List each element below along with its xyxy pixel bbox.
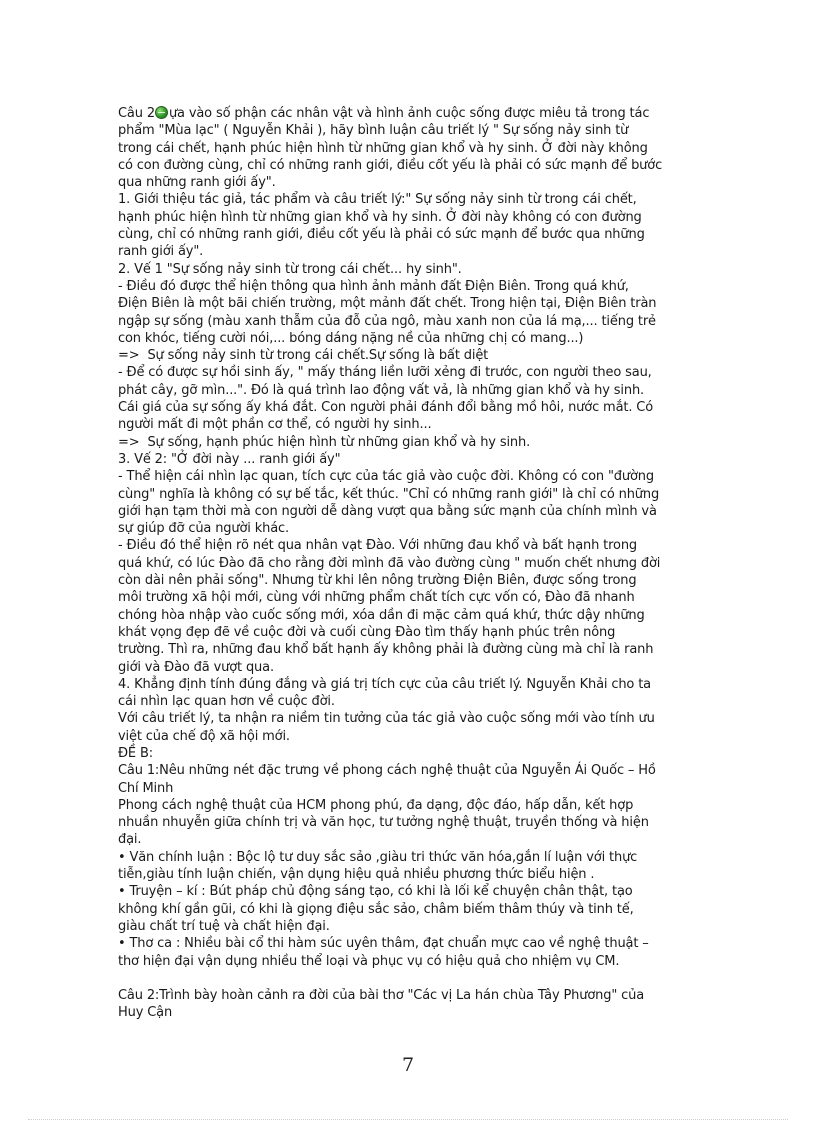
paragraph-1: 1. Giới thiệu tác giả, tác phẩm và câu triết lý:" Sự sống nảy sinh từ trong cái chết, hạnh phúc hiện hình từ những gian khổ và hy sinh. Ở đời này không có con đường cùng, chỉ có những ranh giới, điều cốt yếu là phải có sức mạnh để bước qua những ranh giới ấy". (118, 192, 645, 260)
bullet-van-chinh-luan: • Văn chính luận : Bộc lộ tư duy sắc sảo ,giàu tri thức văn hóa,gắn lí luận với thực tiễn,giàu tính luận chiến, vận dụng hiệu quả nhiều phương thức biểu hiện . (118, 849, 638, 883)
blank-line (118, 970, 698, 987)
paragraph-9: - Điều đó thể hiện rõ nét qua nhân vạt Đào. Với những đau khổ và bất hạnh trong quá khứ, có lúc Đào đã cho rằng đời mình đã vào đường cùng " muốn chết nhưng đời còn dài nên phải sống". Nhưng từ khi lên nông trường Điện Biên, được sống trong môi trường xã hội mới, cùng với những phẩm chất tích cực vốn có, Đào đã nhanh chóng hòa nhập vào cuốc sống mới, xóa dần đi mặc cảm quá khứ, thức dậy những khát vọng đẹp đẽ về cuộc đời và cuối cùng Đào tìm thấy hạnh phúc trên nông trường. Thì ra, những đau khổ bất hạnh ấy không phải là đường cùng mà chỉ là ranh giới và Đào đã vượt qua. (118, 538, 661, 675)
green-globe-icon (155, 106, 168, 119)
document-body (118, 105, 698, 1021)
page-bottom-dotted-rule (28, 1119, 788, 1120)
question-2-paragraph (118, 105, 698, 191)
paragraph-5: - Để có được sự hồi sinh ấy, " mấy tháng liền lưỡi xẻng đi trước, con người theo sau, phát cây, gỡ mìn...". Đó là quá trình lao động vất vả, là những gian khổ và hy sinh. Cái giá của sự sống ấy khá đắt. Con người phải đánh đổi bằng mồ hôi, nước mắt. Có người mất đi một phần cơ thể, có người hy sinh... (118, 365, 654, 433)
bullet-truyen-ki: • Truyện – kí : Bút pháp chủ động sáng tạo, có khi là lối kể chuyện chân thật, tạo không khí gần gũi, có khi là giọng điệu sắc sảo, châm biếm thâm thúy và tinh tế, giàu chất trí tuệ và chất hiện đại. (118, 884, 634, 934)
paragraph-2: 2. Vế 1 "Sự sống nảy sinh từ trong cái chết... hy sinh". (118, 261, 462, 277)
paragraph-4: => Sự sống nảy sinh từ trong cái chết.Sự sống là bất diệt (118, 348, 489, 364)
bullet-tho-ca: • Thơ ca : Nhiều bài cổ thi hàm súc uyên thâm, đạt chuẩn mực cao về nghệ thuật – thơ hiện đại vận dụng nhiều thể loại và phục vụ có hiệu quả cho nhiệm vụ CM. (118, 936, 649, 969)
paragraph-13: Câu 1:Nêu những nét đặc trưng về phong cách nghệ thuật của Nguyễn Ái Quốc – Hồ Chí Minh (118, 763, 656, 796)
paragraph-19: Câu 2:Trình bày hoàn cảnh ra đời của bài thơ "Các vị La hán chùa Tây Phương" của Huy Cận (118, 987, 645, 1021)
paragraph-11: Với câu triết lý, ta nhận ra niềm tin tưởng của tác giả vào cuộc sống mới vào tính ưu việt của chế độ xã hội mới. (118, 711, 655, 744)
question-2-label: Câu 2 (118, 106, 155, 121)
paragraph-10: 4. Khẳng định tính đúng đắng và giá trị tích cực của câu triết lý. Nguyễn Khải cho ta cái nhìn lạc quan hơn về cuộc đời. (118, 676, 651, 710)
paragraph-3: - Điều đó được thể hiện thông qua hình ảnh mảnh đất Điện Biên. Trong quá khứ, Điện Biên là một bãi chiến trường, một mảnh đất chết. Trong hiện tại, Điện Biên tràn ngập sự sống (màu xanh thẫm của đỗ của ngô, màu xanh non của lá mạ,... tiếng trẻ con khóc, tiếng cười nói,... bóng dáng nặng nề của những chị có mang...) (118, 278, 657, 346)
paragraph-8: - Thể hiện cái nhìn lạc quan, tích cực của tác giả vào cuộc đời. Không có con "đường cùng" nghĩa là không có sự bế tắc, kết thúc. "Chỉ có những ranh giới" là chỉ có những giới hạn tạm thời mà con người dễ dàng vượt qua bằng sức mạnh của chính mình và sự giúp đỡ của người khác. (118, 469, 660, 537)
question-2-text: ựa vào số phận các nhân vật và hình ảnh cuộc sống được miêu tả trong tác phẩm "Mùa lạc" ( Nguyễn Khải ), hãy bình luận câu triết lý " Sự sống nảy sinh từ trong cái chết, hạnh phúc hiện hình từ những gian khổ và hy sinh. Ở đời này không có con đường cùng, chỉ có những ranh giới, điều cốt yếu là phải có sức mạnh để bước qua những ranh giới ấy". (118, 106, 663, 191)
page-number: 7 (401, 1054, 415, 1076)
paragraph-14: Phong cách nghệ thuật của HCM phong phú, đa dạng, độc đáo, hấp dẫn, kết hợp nhuần nhuyễn giữa chính trị và văn học, tư tưởng nghệ thuật, truyền thống và hiện đại. (118, 797, 649, 848)
paragraph-7: 3. Vế 2: "Ở đời này ... ranh giới ấy" (118, 451, 341, 467)
paragraph-6: => Sự sống, hạnh phúc hiện hình từ những gian khổ và hy sinh. (118, 434, 531, 450)
section-heading-de-b: ĐỀ B: (118, 745, 153, 761)
